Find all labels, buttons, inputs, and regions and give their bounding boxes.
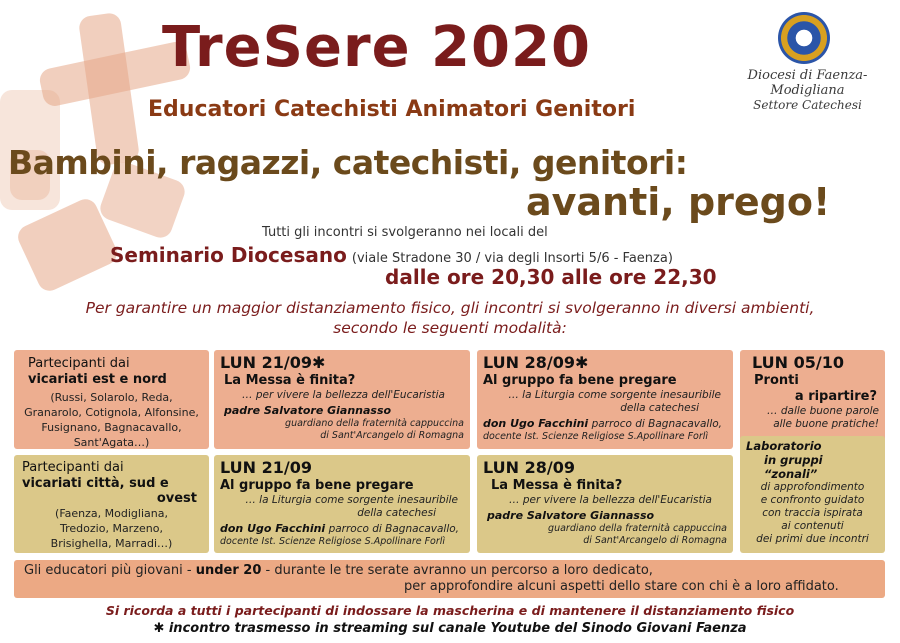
event-final-lab [740, 436, 885, 553]
event-card [214, 455, 470, 553]
event-description: … dalle buone parole [767, 405, 879, 417]
venue-name: Seminario Diocesano [110, 243, 347, 267]
town-line: Brisighella, Marradi…) [50, 537, 173, 550]
event-speaker: padre Salvatore Giannasso [487, 509, 655, 522]
group-city-south-west-box [14, 455, 209, 553]
lab-line: con traccia ispirata [762, 507, 863, 519]
event-final-top [740, 350, 885, 449]
event-description: … per vivere la bellezza dell'Eucaristia [509, 494, 712, 506]
group-towns [22, 390, 201, 449]
event-speaker-role: di Sant'Arcangelo di Romagna [320, 430, 464, 441]
footer-streaming: ✱ incontro trasmesso in streaming sul canale Youtube del Sinodo Giovani Faenza [153, 621, 747, 636]
youth-line1 [24, 563, 875, 579]
event-description: … per vivere la bellezza dell'Eucaristia [242, 389, 445, 401]
event-speaker-role: di Sant'Arcangelo di Romagna [583, 535, 727, 546]
intro-line2: secondo le seguenti modalità: [333, 319, 567, 337]
event-date: LUN 28/09 [483, 353, 575, 372]
event-speaker-row [483, 417, 727, 431]
group-head: Partecipanti dai [28, 356, 130, 371]
event-description: alle buone pratiche! [773, 418, 879, 430]
event-title: a ripartire? [794, 389, 877, 404]
event-title: La Messa è finita? [224, 373, 356, 388]
town-line: (Russi, Solarolo, Reda, [50, 391, 173, 404]
youth-line2: per approfondire alcuni aspetti dello stare con chi è a loro affidato. [404, 579, 839, 594]
youth-age: under 20 [195, 563, 262, 578]
group-head: Partecipanti dai [22, 460, 124, 475]
event-speaker-role: guardiano della fraternità cappuccina [548, 523, 727, 534]
event-date: LUN 21/09 [220, 353, 312, 372]
event-card [477, 455, 733, 553]
town-line: Fusignano, Bagnacavallo, [41, 421, 182, 434]
event-card [214, 350, 470, 449]
event-description: della catechesi [620, 402, 699, 414]
town-line: (Faenza, Modigliana, [55, 507, 168, 520]
lab-line: di approfondimento [760, 481, 865, 493]
page-title: TreSere 2020 [162, 15, 591, 80]
event-date-row [220, 353, 464, 373]
youth-pre: Gli educatori più giovani - [24, 563, 192, 578]
footer-reminder: Si ricorda a tutti i partecipanti di indossare la mascherina e di mantenere il distanziamento fisico [105, 603, 795, 618]
headline-line1: Bambini, ragazzi, catechisti, genitori: [8, 143, 688, 182]
headline-line2: avanti, prego! [526, 180, 831, 224]
youth-banner [14, 560, 885, 598]
group-east-north-box [14, 350, 209, 449]
venue-address: (viale Stradone 30 / via degli Insorti 5/6 - Faenza) [351, 251, 673, 266]
event-title: Pronti [754, 373, 799, 388]
event-date: LUN 05/10 [752, 353, 844, 372]
intro-text [10, 298, 890, 338]
event-date-row [483, 353, 727, 373]
page-subtitle: Educatori Catechisti Animatori Genitori [148, 97, 636, 122]
event-card [477, 350, 733, 449]
event-title: Al gruppo fa bene pregare [220, 478, 414, 493]
group-towns [22, 506, 201, 551]
lab-subtitle: in gruppi “zonali” [764, 453, 823, 481]
intro-line1: Per garantire un maggior distanziamento fisico, gli incontri si svolgeranno in diversi ambienti, [85, 299, 815, 317]
event-date: LUN 21/09 [220, 458, 312, 477]
diocese-logo-text [720, 68, 895, 113]
event-speaker: don Ugo Facchini [220, 522, 326, 535]
event-description: … la Liturgia come sorgente inesauribile [245, 494, 458, 506]
event-speaker-role: guardiano della fraternità cappuccina [285, 418, 464, 429]
lab-line: e confronto guidato [760, 494, 865, 506]
lab-line: ai contenuti [781, 520, 844, 532]
lab-line: dei primi due incontri [756, 533, 869, 545]
logo-line2: Settore Catechesi [753, 98, 862, 112]
event-speaker: don Ugo Facchini [483, 417, 589, 430]
asterisk-icon: ✱ [311, 353, 326, 372]
event-speaker-role: parroco di Bagnacavallo, [591, 418, 723, 430]
event-date: LUN 28/09 [483, 458, 575, 477]
hours: dalle ore 20,30 alle ore 22,30 [385, 265, 717, 289]
logo-line1: Diocesi di Faenza-Modigliana [747, 68, 868, 98]
town-line: Granarolo, Cotignola, Alfonsine, [24, 406, 199, 419]
event-speaker-row [220, 522, 464, 536]
event-title: La Messa è finita? [491, 478, 623, 493]
group-name: vicariati città, sud e [22, 476, 169, 491]
event-speaker-role: docente Ist. Scienze Religiose S.Apollinare Forlì [483, 431, 709, 442]
event-speaker-role: parroco di Bagnacavallo, [328, 523, 460, 535]
youth-post: - durante le tre serate avranno un percorso a loro dedicato, [265, 563, 653, 578]
town-line: Tredozio, Marzeno, [60, 522, 163, 535]
event-title: Al gruppo fa bene pregare [483, 373, 677, 388]
group-name: ovest [156, 491, 197, 506]
event-speaker: padre Salvatore Giannasso [224, 404, 392, 417]
group-name: vicariati est e nord [28, 372, 167, 387]
asterisk-icon: ✱ [574, 353, 589, 372]
event-description: … la Liturgia come sorgente inesauribile [508, 389, 721, 401]
info-line: Tutti gli incontri si svolgeranno nei locali del [262, 225, 548, 240]
event-speaker-role: docente Ist. Scienze Religiose S.Apollinare Forlì [220, 536, 446, 547]
event-description: della catechesi [357, 507, 436, 519]
diocese-seal-icon [778, 12, 830, 64]
lab-title: Laboratorio [746, 439, 822, 453]
town-line: Sant'Agata…) [73, 436, 150, 449]
